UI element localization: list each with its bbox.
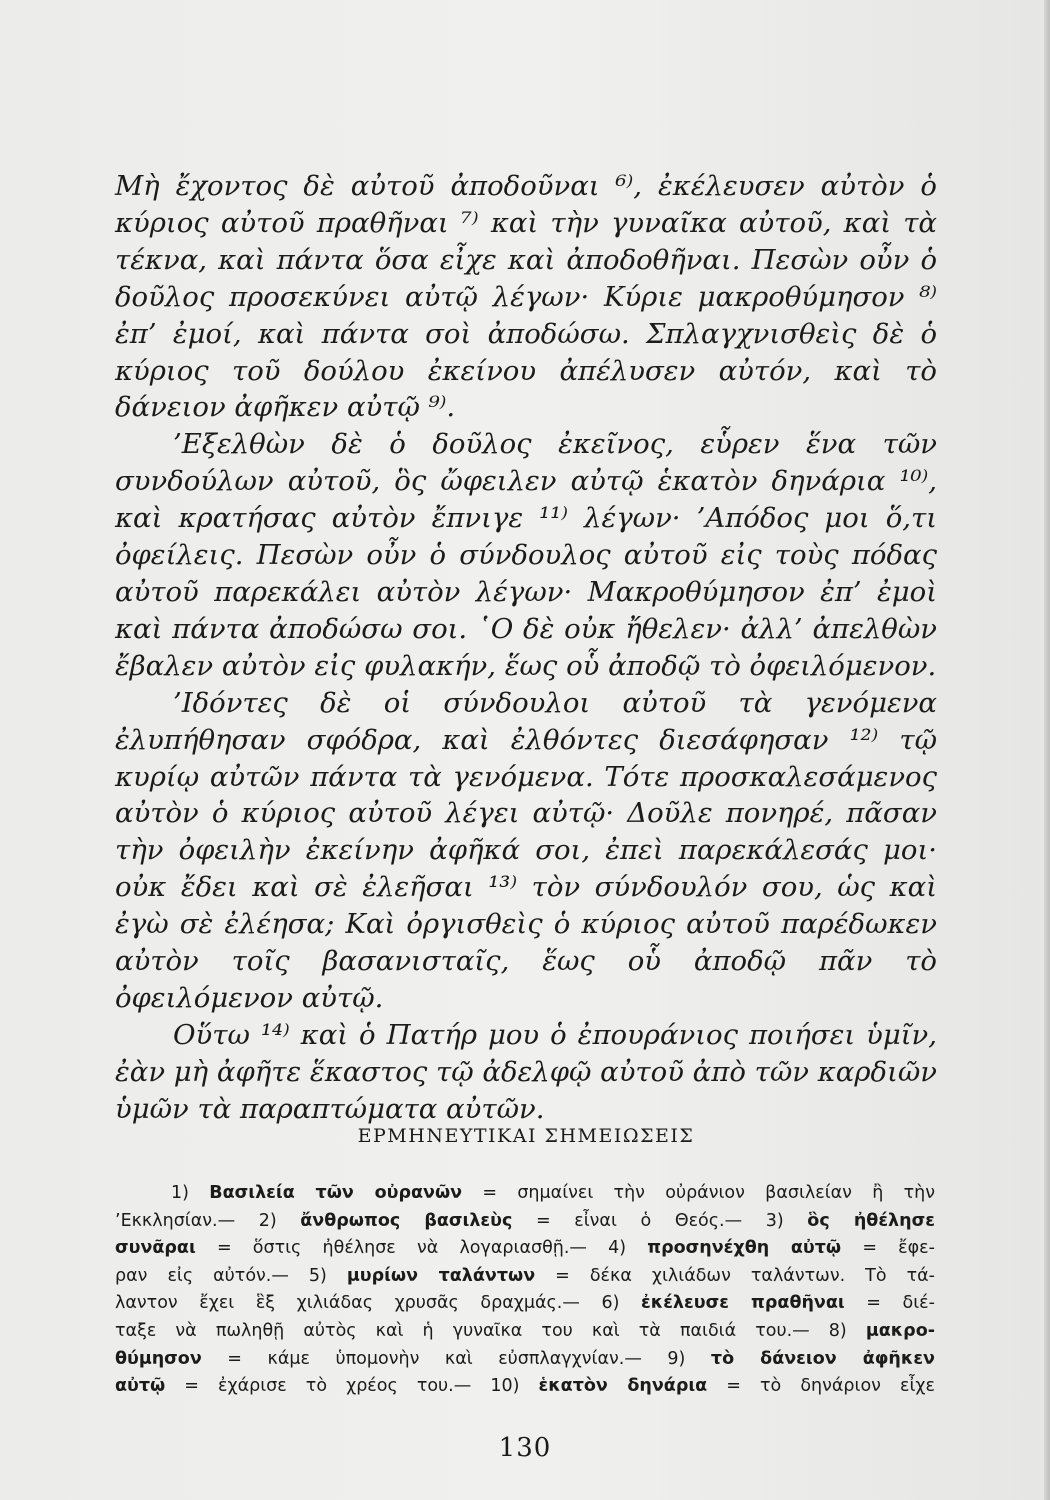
note-line	[115, 1373, 935, 1401]
note-term: μακρο-	[865, 1320, 935, 1341]
paragraph-2: ’Εξελθὼν δὲ ὁ δοῦλος ἐκεῖνος, εὗρεν ἕνα τῶν συνδούλων αὐτοῦ, ὃς ὤφειλεν αὐτῷ ἑκατὸν δηνάρια ¹⁰⁾, καὶ κρατήσας αὐτὸν ἔπνιγε ¹¹⁾ λέγων· ’Απόδος μοι ὅ,τι ὀφείλεις. Πεσὼν οὖν ὁ σύνδουλος αὐτοῦ εἰς τοὺς πόδας αὐτοῦ παρεκάλει αὐτὸν λέγων· Μακροθύμησον ἐπ’ ἐμοὶ καὶ πάντα ἀποδώσω σοι. ῾Ο δὲ οὐκ ἤθελεν· ἀλλ’ ἀπελθὼν ἔβαλεν αὐτὸν εἰς φυλακήν, ἕως οὗ ἀποδῷ τὸ ὀφειλόμενον.	[115, 428, 937, 682]
paragraph-4: Οὕτω ¹⁴⁾ καὶ ὁ Πατήρ μου ὁ ἐπουράνιος ποιήσει ὑμῖν, ἐὰν μὴ ἀφῆτε ἕκαστος τῷ ἀδελφῷ αὐτοῦ ἀπὸ τῶν καρδιῶν ὑμῶν τὰ παραπτώματα αὐτῶν.	[115, 1018, 937, 1125]
note-term: θύμησον	[115, 1348, 202, 1369]
note-term: Βασιλεία τῶν οὐρανῶν	[209, 1183, 463, 1203]
note-explanation: ’Εκκλησίαν.— 2)	[115, 1210, 277, 1231]
note-term: τὸ δάνειον ἀφῆκεν	[710, 1348, 935, 1369]
notes-heading: ΕΡΜΗΝΕΥΤΙΚΑΙ ΣΗΜΕΙΩΣΕΙΣ	[357, 1125, 695, 1147]
note-term: ἐκέλευσε πραθῆναι	[641, 1293, 845, 1314]
paragraph-3: ’Ιδόντες δὲ οἱ σύνδουλοι αὐτοῦ τὰ γενόμενα ἐλυπήθησαν σφόδρα, καὶ ἐλθόντες διεσάφησαν ¹²⁾ τῷ κυρίῳ αὐτῶν πάντα τὰ γενόμενα. Τότε προσκαλεσάμενος αὐτὸν ὁ κύριος αὐτοῦ λέγει αὐτῷ· Δοῦλε πονηρέ, πᾶσαν τὴν ὀφειλὴν ἐκείνην ἀφῆκά σοι, ἐπεὶ παρεκάλεσάς μοι· οὐκ ἔδει καὶ σὲ ἐλεῆσαι ¹³⁾ τὸν σύνδουλόν σου, ὡς καὶ ἐγὼ σὲ ἐλέησα; Καὶ ὀργισθεὶς ὁ κύριος αὐτοῦ παρέδωκεν αὐτὸν τοῖς βασανισταῖς, ἕως οὗ ἀποδῷ πᾶν τὸ ὀφειλόμενον αὐτῷ.	[115, 686, 937, 1014]
note-explanation: = ὅστις ἠθέλησε νὰ λογαριασθῇ.— 4)	[216, 1238, 627, 1259]
note-line	[115, 1290, 935, 1318]
note-explanation: = εἶναι ὁ Θεός.— 3)	[536, 1210, 784, 1231]
note-line	[115, 1208, 935, 1236]
page-edge	[1044, 0, 1050, 1500]
note-explanation: = δέκα χιλιάδων ταλάντων. Τὸ τά-	[555, 1265, 935, 1286]
note-explanation: = τὸ δηνάριον εἶχε	[726, 1376, 935, 1397]
note-term: ἄνθρωπος βασιλεὺς	[300, 1210, 513, 1231]
note-line	[115, 1235, 935, 1263]
note-line	[115, 1318, 935, 1346]
note-explanation: ραν εἰς αὐτόν.— 5)	[115, 1265, 327, 1286]
note-term: αὐτῷ	[115, 1376, 166, 1397]
note-term: ὃς ἠθέλησε	[807, 1210, 935, 1231]
note-line	[115, 1180, 935, 1208]
note-line	[115, 1263, 935, 1291]
gospel-text	[115, 168, 937, 1128]
note-explanation: λαντον ἔχει ἓξ χιλιάδας χρυσᾶς δραχμάς.— 6)	[115, 1293, 620, 1314]
note-explanation: ταξε νὰ πωληθῇ αὐτὸς καὶ ἡ γυναῖκα του καὶ τὰ παιδιά του.— 8)	[115, 1320, 847, 1341]
note-explanation: = διέ-	[866, 1293, 935, 1314]
note-explanation: = ἐχάρισε τὸ χρέος του.— 10)	[184, 1376, 520, 1397]
page-number: 130	[498, 1433, 552, 1463]
note-term: μυρίων ταλάντων	[346, 1265, 536, 1286]
note-number: 1)	[171, 1183, 189, 1203]
note-term: ἑκατὸν δηνάρια	[538, 1376, 708, 1397]
note-term: προσηνέχθη αὐτῷ	[647, 1238, 842, 1259]
paragraph-1: Μὴ ἔχοντος δὲ αὐτοῦ ἀποδοῦναι ⁶⁾, ἐκέλευσεν αὐτὸν ὁ κύριος αὐτοῦ πραθῆναι ⁷⁾ καὶ τὴν γυναῖκα αὐτοῦ, καὶ τὰ τέκνα, καὶ πάντα ὅσα εἶχε καὶ ἀποδοθῆναι. Πεσὼν οὖν ὁ δοῦλος προσεκύνει αὐτῷ λέγων· Κύριε μακροθύμησον ⁸⁾ ἐπ’ ἐμοί, καὶ πάντα σοὶ ἀποδώσω. Σπλαγχνισθεὶς δὲ ὁ κύριος τοῦ δούλου ἐκείνου ἀπέλυσεν αὐτόν, καὶ τὸ δάνειον ἀφῆκεν αὐτῷ ⁹⁾.	[115, 170, 937, 424]
note-explanation: = κάμε ὑπομονὴν καὶ εὐσπλαγχνίαν.— 9)	[227, 1348, 686, 1369]
note-explanation: = ἔφε-	[862, 1238, 935, 1259]
note-term: συνᾶραι	[115, 1238, 196, 1259]
note-line	[115, 1346, 935, 1374]
explanatory-notes	[115, 1180, 935, 1401]
note-explanation: = σημαίνει τὴν οὐράνιον βασιλείαν ἢ τὴν	[482, 1183, 935, 1203]
